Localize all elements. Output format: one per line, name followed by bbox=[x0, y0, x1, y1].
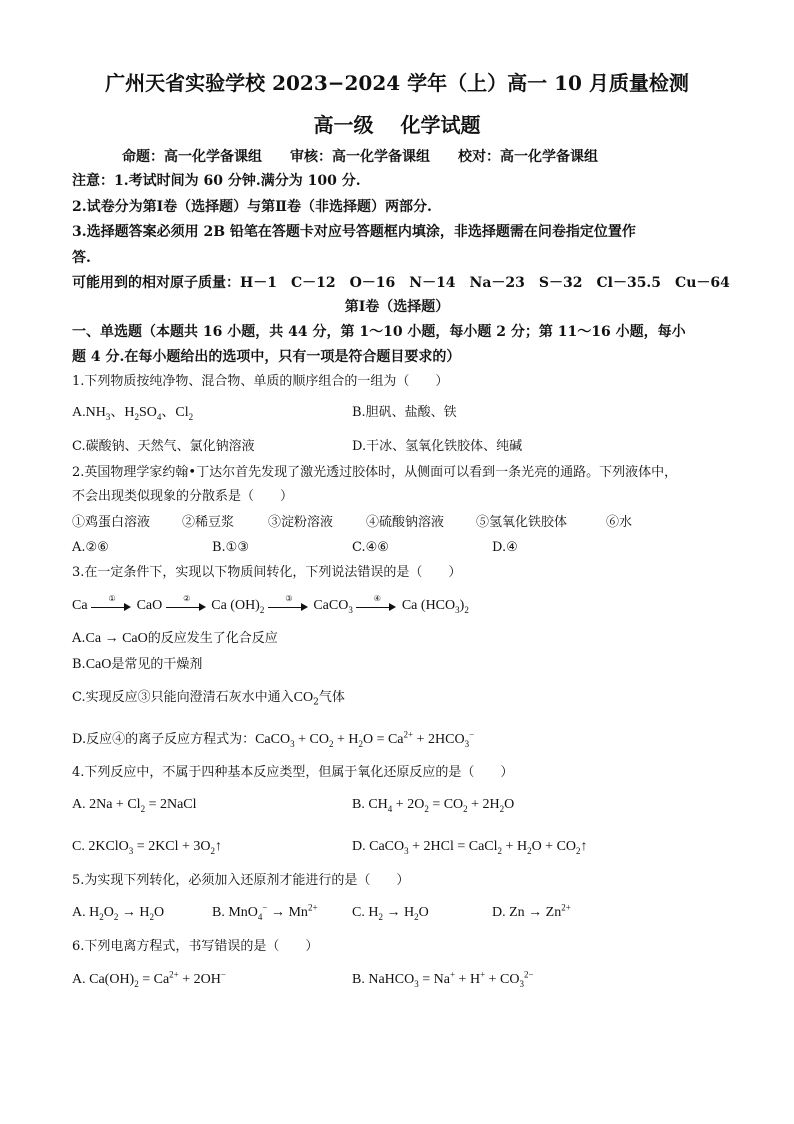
q4-option-b[interactable]: B. $CH_4 + 2O_2 = CO_2 + 2H_2O$ bbox=[352, 797, 515, 814]
reaction-arrow-3: ③ bbox=[268, 599, 310, 613]
q5-option-a[interactable]: A. $H_2O_2 \to H_2O$ bbox=[72, 905, 165, 922]
q2-item-5: ⑤氢氧化铁胶体 bbox=[476, 515, 568, 530]
q3-stem: 3.在一定条件下，实现以下物质间转化，下列说法错误的是（ ） bbox=[72, 565, 462, 580]
q2-option-d[interactable]: D.④ bbox=[492, 540, 518, 555]
q2-item-6: ⑥水 bbox=[606, 515, 633, 530]
exam-subtitle: 高一级 化学试题 bbox=[313, 113, 481, 137]
q2-option-a[interactable]: A.②⑥ bbox=[72, 540, 109, 555]
note-3a: 3.选择题答案必须用 2B 铅笔在答题卡对应号答题框内填涂，非选择题需在问卷指定位置作 bbox=[72, 224, 636, 240]
q1-option-b[interactable]: B.胆矾、盐酸、铁 bbox=[352, 405, 457, 420]
q5-stem: 5.为实现下列转化，必须加入还原剂才能进行的是（ ） bbox=[72, 873, 410, 888]
q1-stem: 1.下列物质按纯净物、混合物、单质的顺序组合的一组为（ ） bbox=[72, 374, 449, 389]
q1-option-c[interactable]: C.碳酸钠、天然气、氯化钠溶液 bbox=[72, 439, 255, 454]
q2-option-b[interactable]: B.①③ bbox=[212, 540, 249, 555]
reaction-arrow-2: ② bbox=[166, 599, 208, 613]
q2-option-c[interactable]: C.④⑥ bbox=[352, 540, 389, 555]
exam-title: 广州天省实验学校 2023−2024 学年（上）高一 10 月质量检测 bbox=[105, 71, 689, 95]
q1-option-d[interactable]: D.干冰、氢氧化铁胶体、纯碱 bbox=[352, 439, 523, 454]
q1-option-a[interactable]: $A.NH_3$、$H_2SO_4$、$Cl_2$ bbox=[72, 405, 194, 422]
atomic-masses: 可能用到的相对原子质量：H－1 C－12 O－16 N－14 Na－23 S－32 Cl－35.5 Cu－64 bbox=[72, 275, 730, 291]
q6-option-b[interactable]: B. NaHCO$_3$ = $Na^+ + H^+ + CO_3^{2-}$ bbox=[352, 969, 534, 989]
q4-option-c[interactable]: C. 2KClO$_3$ = $2KCl + 3O_2↑$ bbox=[72, 839, 223, 856]
q5-option-b[interactable]: B. $MnO_4^- \to Mn^{2+}$ bbox=[212, 902, 318, 922]
q4-option-d[interactable]: D. CaCO$_3$ + 2HCl = CaCl$_2$ + $H_2O$ + $CO_2↑$ bbox=[352, 839, 588, 856]
credits-line: 命题：高一化学备课组 审核：高一化学备课组 校对：高一化学备课组 bbox=[122, 149, 598, 165]
q3-option-b[interactable]: B.CaO是常见的干燥剂 bbox=[72, 657, 203, 672]
section-title: 第Ⅰ卷（选择题） bbox=[344, 299, 450, 315]
q2-item-2: ②稀豆浆 bbox=[182, 515, 235, 530]
note-2: 2.试卷分为第Ⅰ卷（选择题）与第Ⅱ卷（非选择题）两部分. bbox=[72, 199, 432, 215]
q4-stem: 4.下列反应中，不属于四种基本反应类型，但属于氧化还原反应的是（ ） bbox=[72, 765, 514, 780]
q4-option-a[interactable]: A. $2Na + Cl_2$ = 2NaCl bbox=[72, 797, 197, 814]
q6-stem: 6.下列电离方程式，书写错误的是（ ） bbox=[72, 939, 319, 954]
note-1: 注意：1.考试时间为 60 分钟.满分为 100 分. bbox=[72, 173, 361, 189]
q2-item-4: ④硫酸钠溶液 bbox=[366, 515, 445, 530]
q2-stem-1: 2.英国物理学家约翰•丁达尔首先发现了激光透过胶体时，从侧面可以看到一条光亮的通路。下列液体中， bbox=[72, 465, 678, 480]
q5-option-c[interactable]: C. $H_2 \to H_2O$ bbox=[352, 905, 429, 922]
q3-option-c[interactable]: C.实现反应③只能向澄清石灰水中通入$CO_2$气体 bbox=[72, 690, 345, 708]
q3-option-a[interactable]: A.Ca → CaO的反应发生了化合反应 bbox=[72, 631, 278, 646]
reaction-arrow-4: ④ bbox=[356, 599, 398, 613]
section-desc-2: 题 4 分.在每小题给出的选项中，只有一项是符合题目要求的） bbox=[72, 349, 461, 365]
q2-item-1: ①鸡蛋白溶液 bbox=[72, 515, 151, 530]
q2-item-3: ③淀粉溶液 bbox=[268, 515, 334, 530]
q3-reaction-chain: Ca ① CaO ② Ca $(OH)_2$ ③ CaCO$_3$ ④ Ca $(HCO_3)_2$ bbox=[72, 593, 469, 615]
q6-option-a[interactable]: A. $Ca(OH)_2 = Ca^{2+} + 2OH^-$ bbox=[72, 969, 226, 989]
reaction-arrow-1: ① bbox=[91, 599, 133, 613]
note-3b: 答. bbox=[72, 250, 91, 266]
q3-option-d[interactable]: D.反应④的离子反应方程式为：CaCO$_3$ + $CO_2 + H_2O = Ca^{2+} + 2HCO_3^-$ bbox=[72, 729, 475, 749]
q5-option-d[interactable]: D. $Zn \to Zn^{2+}$ bbox=[492, 902, 571, 920]
section-desc-1: 一、单选题（本题共 16 小题，共 44 分，第 1～10 小题，每小题 2 分；第 11～16 小题，每小 bbox=[72, 324, 686, 340]
q2-stem-2: 不会出现类似现象的分散系是（ ） bbox=[72, 489, 294, 504]
